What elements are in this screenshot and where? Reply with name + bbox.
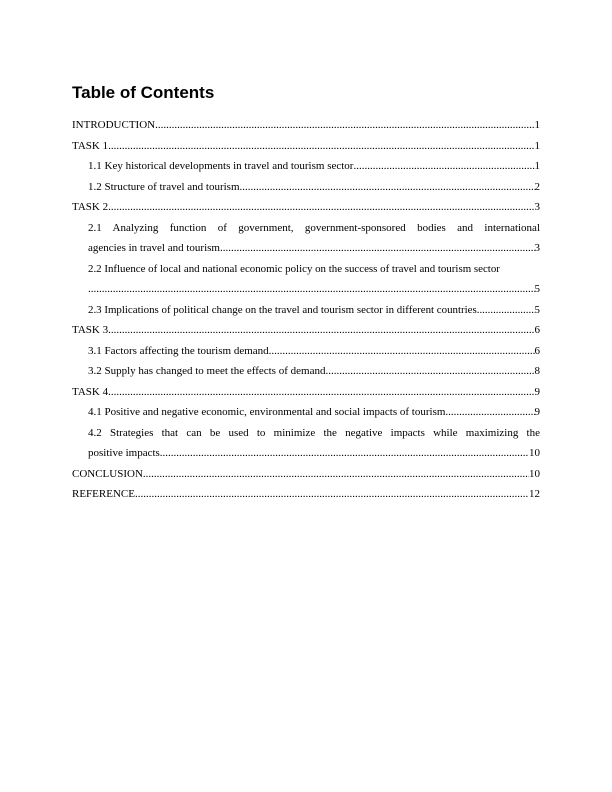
toc-entry-label: 3.2 Supply has changed to meet the effects of demand — [88, 365, 326, 377]
toc-page-number: 10 — [529, 467, 540, 480]
toc-entry-task-2[interactable] — [72, 197, 540, 218]
toc-entry-4-2[interactable] — [72, 423, 540, 464]
toc-entry-label-line2: positive impacts — [88, 447, 160, 459]
toc-page-number: 12 — [529, 488, 540, 500]
toc-page-number: 5 — [534, 303, 540, 316]
dot-leader — [160, 443, 529, 464]
toc-page-number: 5 — [534, 283, 540, 295]
dot-leader — [155, 115, 534, 136]
dot-leader — [445, 402, 534, 423]
dot-leader — [108, 197, 534, 218]
toc-page-number: 9 — [534, 406, 540, 418]
toc-entry-reference[interactable] — [72, 484, 540, 505]
toc-entry-conclusion[interactable] — [72, 464, 540, 485]
toc-entry-label: 1.2 Structure of travel and tourism — [88, 180, 240, 193]
dot-leader — [108, 382, 534, 403]
toc-page-number: 10 — [529, 447, 540, 459]
toc-entry-label-line1: 2.1 Analyzing function of government, government-sponsored bodies and international — [88, 221, 540, 234]
dot-leader — [135, 484, 529, 505]
toc-page-number: 3 — [534, 201, 540, 213]
toc-page-number: 3 — [534, 242, 540, 254]
toc-entry-label: TASK 2 — [72, 201, 109, 213]
toc-entry-label: CONCLUSION — [72, 467, 143, 480]
toc-page-number: 6 — [534, 344, 540, 357]
toc-page-number: 1 — [534, 119, 540, 131]
toc-entry-4-1[interactable] — [72, 402, 540, 423]
toc-entry-label: TASK 3 — [72, 324, 109, 336]
toc-entry-1-2[interactable] — [72, 177, 540, 198]
toc-entry-task-4[interactable] — [72, 382, 540, 403]
toc-page-number: 9 — [534, 385, 540, 398]
toc-entry-label-line2: agencies in travel and tourism — [88, 242, 220, 254]
dot-leader — [325, 361, 534, 382]
toc-list — [72, 115, 540, 505]
toc-entry-1-1[interactable] — [72, 156, 540, 177]
toc-page-number: 6 — [534, 324, 540, 336]
toc-entry-label: TASK 1 — [72, 139, 109, 152]
toc-entry-label: REFERENCE — [72, 488, 135, 500]
toc-entry-2-2[interactable] — [72, 259, 540, 300]
toc-entry-label: INTRODUCTION — [72, 119, 156, 131]
toc-page-number: 2 — [534, 180, 540, 193]
toc-title: Table of Contents — [72, 83, 215, 102]
toc-entry-introduction[interactable] — [72, 115, 540, 136]
toc-entry-2-3[interactable] — [72, 300, 540, 321]
toc-entry-task-1[interactable] — [72, 136, 540, 157]
toc-entry-task-3[interactable] — [72, 320, 540, 341]
toc-entry-label: 3.1 Factors affecting the tourism demand — [88, 344, 269, 357]
dot-leader — [353, 156, 534, 177]
toc-page-number: 8 — [534, 365, 540, 377]
dot-leader — [143, 464, 529, 485]
dot-leader — [240, 177, 535, 198]
dot-leader — [108, 136, 534, 157]
toc-entry-label-line1: 2.2 Influence of local and national economic policy on the success of travel and tourism sector — [88, 262, 500, 275]
toc-page-number: 1 — [534, 139, 540, 152]
dot-leader — [269, 341, 535, 362]
dot-leader — [88, 279, 535, 300]
toc-entry-3-1[interactable] — [72, 341, 540, 362]
toc-entry-label: 4.1 Positive and negative economic, environmental and social impacts of tourism — [88, 406, 446, 418]
toc-entry-label: TASK 4 — [72, 385, 109, 398]
toc-entry-3-2[interactable] — [72, 361, 540, 382]
dot-leader — [477, 300, 535, 321]
toc-entry-label: 1.1 Key historical developments in travel and tourism sector — [88, 160, 354, 172]
toc-page-number: 1 — [534, 160, 540, 172]
toc-entry-label: 2.3 Implications of political change on the travel and tourism sector in different countries — [88, 303, 477, 316]
dot-leader — [108, 320, 534, 341]
toc-entry-label-line1: 4.2 Strategies that can be used to minimize the negative impacts while maximizing the — [88, 426, 540, 439]
toc-entry-2-1[interactable] — [72, 218, 540, 259]
dot-leader — [220, 238, 535, 259]
